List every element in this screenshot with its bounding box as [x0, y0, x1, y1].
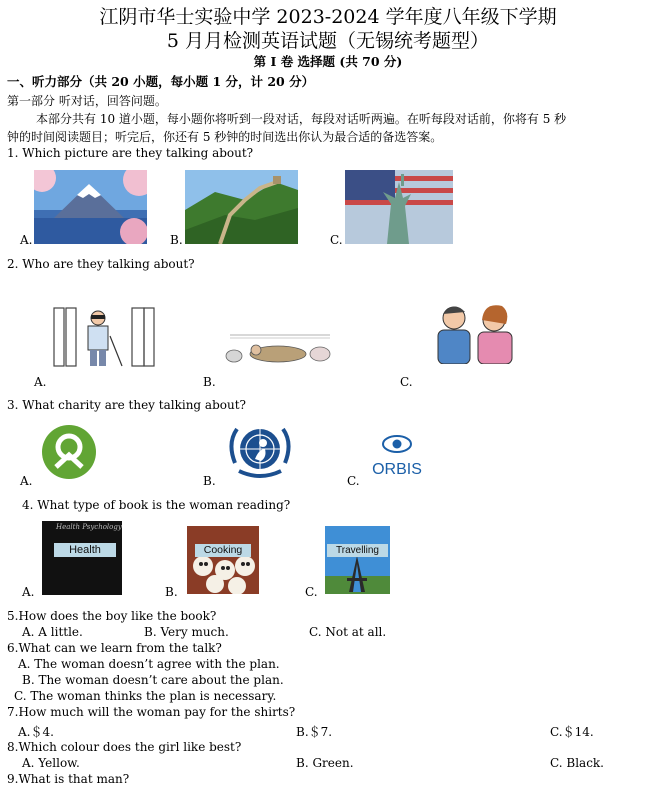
q1-option-c[interactable]: C. [330, 233, 343, 247]
question-8: 8.Which colour does the girl like best? [7, 740, 242, 754]
instruction-line-2: 钟的时间阅读题目；听完后，你还有 5 秒钟的时间选出你认为最合适的备选答案。 [7, 130, 443, 144]
q5-option-b[interactable]: B. Very much. [144, 625, 229, 639]
q7-option-c[interactable]: C.＄14. [550, 725, 594, 739]
q4-book-a-health [42, 521, 122, 595]
q4-book-c-label: Travelling [327, 544, 388, 557]
part-1-label: 第一部分 听对话，回答问题。 [7, 94, 167, 108]
question-9: 9.What is that man? [7, 772, 130, 786]
q4-option-c[interactable]: C. [305, 585, 318, 599]
q2-picture-a-blind-man [52, 306, 156, 368]
q2-option-c[interactable]: C. [400, 375, 413, 389]
q1-option-b[interactable]: B. [170, 233, 183, 247]
q4-option-a[interactable]: A. [22, 585, 35, 599]
title-line-1: 江阴市华士实验中学 2023-2024 学年度八年级下学期 [99, 6, 557, 28]
q8-option-c[interactable]: C. Black. [550, 756, 604, 770]
volume-label: 第 I 卷 选择题 (共 70 分) [253, 54, 403, 69]
q2-picture-b-homeless-person [220, 330, 338, 364]
q8-option-a[interactable]: A. Yellow. [22, 756, 80, 770]
q3-option-a[interactable]: A. [20, 474, 33, 488]
q6-option-a[interactable]: A. The woman doesn’t agree with the plan. [18, 657, 280, 671]
question-7: 7.How much will the woman pay for the shirts? [7, 705, 296, 719]
q1-option-a[interactable]: A. [20, 233, 33, 247]
question-5: 5.How does the boy like the book? [7, 609, 217, 623]
orbis-logo-text: ORBIS [372, 461, 422, 478]
q3-logo-b-unicef [225, 423, 295, 481]
q4-book-b-cooking [187, 526, 259, 594]
q7-option-a[interactable]: A.＄4. [18, 725, 54, 739]
title-line-2: 5 月月检测英语试题（无锡统考题型） [166, 30, 490, 52]
q4-option-b[interactable]: B. [165, 585, 178, 599]
q3-logo-a-oxfam [38, 425, 100, 479]
q3-logo-c-orbis [368, 432, 426, 478]
q4-book-a-small-title: Health Psychology [56, 523, 122, 531]
q4-book-b-label: Cooking [195, 544, 251, 557]
section-heading: 一、听力部分（共 20 小题，每小题 1 分，计 20 分） [7, 74, 315, 89]
question-1: 1. Which picture are they talking about? [7, 146, 254, 160]
q6-option-b[interactable]: B. The woman doesn’t care about the plan. [22, 673, 284, 687]
q4-book-a-label: Health [54, 543, 116, 557]
q1-picture-c-statue-of-liberty [345, 170, 453, 244]
q7-option-b[interactable]: B.＄7. [296, 725, 333, 739]
instruction-line-1: 本部分共有 10 道小题，每小题你将听到一段对话，每段对话听两遍。在听每段对话前，你将有 5 秒 [36, 112, 567, 126]
q3-option-b[interactable]: B. [203, 474, 216, 488]
q2-option-b[interactable]: B. [203, 375, 216, 389]
q2-picture-c-couple-talking [432, 300, 518, 364]
q5-option-a[interactable]: A. A little. [22, 625, 83, 639]
q5-option-c[interactable]: C. Not at all. [309, 625, 387, 639]
q6-option-c[interactable]: C. The woman thinks the plan is necessary. [14, 689, 277, 703]
question-3: 3. What charity are they talking about? [7, 398, 246, 412]
q1-picture-a-mount-fuji [34, 170, 147, 244]
question-4: 4. What type of book is the woman reading? [22, 498, 291, 512]
q3-option-c[interactable]: C. [347, 474, 360, 488]
q1-picture-b-great-wall [185, 170, 298, 244]
q2-option-a[interactable]: A. [34, 375, 47, 389]
q4-book-c-travelling [325, 526, 390, 594]
question-2: 2. Who are they talking about? [7, 257, 195, 271]
q8-option-b[interactable]: B. Green. [296, 756, 354, 770]
question-6: 6.What can we learn from the talk? [7, 641, 222, 655]
